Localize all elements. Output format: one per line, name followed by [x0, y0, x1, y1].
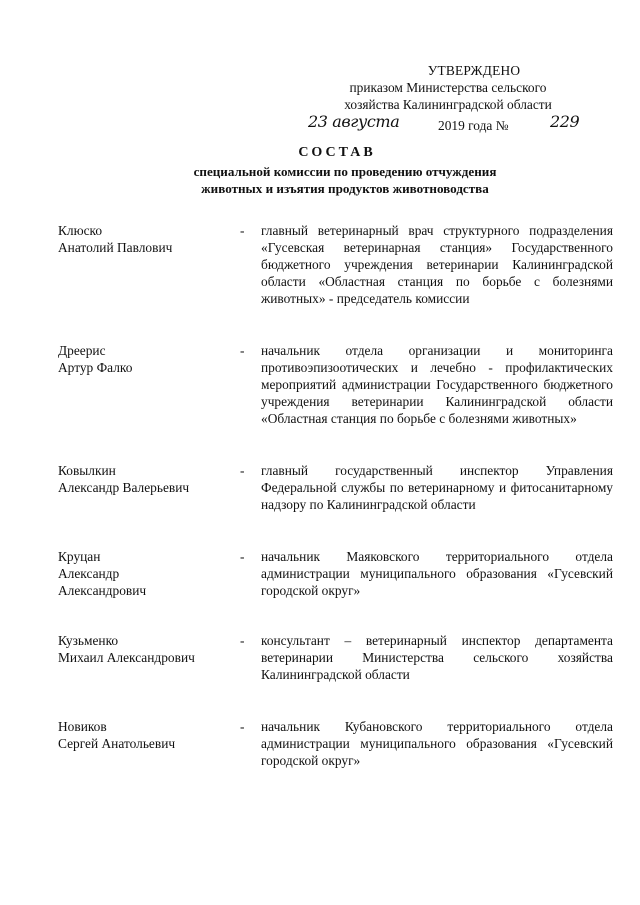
member-given-names: Александр — [58, 566, 120, 581]
member-name — [58, 632, 228, 666]
member-dash: - — [240, 343, 245, 358]
document-subtitle — [160, 163, 530, 197]
member-surname: Кузьменко — [58, 633, 119, 648]
document-title: СОСТАВ — [298, 145, 376, 160]
member-surname: Дреерис — [58, 343, 106, 358]
member-given-names: Артур Фалко — [58, 360, 133, 375]
member-description: начальник Кубановского территориального отдела администрации муниципального образования «Гусевский городской округ» — [261, 719, 613, 768]
member-description: главный ветеринарный врач структурного подразделения «Гусевская ветеринарная станция» Государственного бюджетного учреждения ветеринарии Калининградской области «Областная станция по борьбе с болезнями животных» - председатель комиссии — [261, 223, 613, 306]
member-dash: - — [240, 549, 245, 564]
member-description: начальник отдела организации и мониторинга противоэпизоотических и лечебно - профилактических мероприятий администрации Государственного бюджетного учреждения ветеринарии Калининградской области «Областная станция по борьбе с болезнями животных» — [261, 343, 613, 426]
member-name — [58, 342, 228, 376]
member-description: консультант – ветеринарный инспектор департамента ветеринарии Министерства сельского хозяйства Калининградской области — [261, 633, 613, 682]
member-given-names: Александр Валерьевич — [58, 480, 190, 495]
approval-heading: УТВЕРЖДЕНО — [427, 63, 521, 78]
member-given-names: Михаил Александрович — [58, 650, 195, 665]
member-given-names: Анатолий Павлович — [58, 240, 173, 255]
member-surname: Новиков — [58, 719, 107, 734]
member-description: главный государственный инспектор Управления Федеральной службы по ветеринарному и фитосанитарному надзору по Калининградской области — [261, 463, 613, 512]
approval-order-line: приказом Министерства сельского — [349, 80, 547, 95]
member-name — [58, 548, 228, 599]
member-surname: Круцан — [58, 549, 101, 564]
approval-block — [298, 62, 598, 135]
subtitle-line-1: специальной комиссии по проведению отчуждения — [193, 164, 497, 179]
member-given-names: Сергей Анатольевич — [58, 736, 176, 751]
approval-year-text: 2019 года № — [438, 118, 509, 133]
member-dash: - — [240, 223, 245, 238]
member-dash: - — [240, 463, 245, 478]
member-surname: Ковылкин — [58, 463, 116, 478]
handwritten-date: 23 августа — [308, 112, 400, 131]
member-surname: Клюско — [58, 223, 103, 238]
member-dash: - — [240, 719, 245, 734]
member-name — [58, 462, 228, 496]
member-name — [58, 718, 228, 752]
approval-date-line — [298, 113, 598, 135]
member-description: начальник Маяковского территориального отдела администрации муниципального образования «Гусевский городской округ» — [261, 549, 613, 598]
handwritten-order-number: 229 — [550, 112, 580, 131]
approval-ministry-line: хозяйства Калининградской области — [344, 97, 552, 112]
member-name — [58, 222, 228, 256]
member-dash: - — [240, 633, 245, 648]
member-patronymic: Александрович — [58, 583, 147, 598]
subtitle-line-2: животных и изъятия продуктов животноводства — [201, 181, 489, 196]
